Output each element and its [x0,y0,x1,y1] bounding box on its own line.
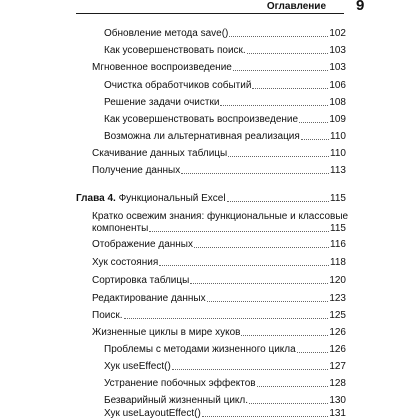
toc-entry-label: Обновление метода save() [104,28,229,39]
toc-entry [104,79,346,92]
toc-entry-label: Редактирование данных [92,293,206,304]
toc-entry-page: 127 [329,361,346,372]
toc-entry [92,238,346,251]
toc-entry [92,309,346,322]
toc-entry-label: Поиск. [92,310,123,321]
dot-leader [247,53,329,54]
toc-entry-page: 131 [329,408,346,419]
toc-entry-page: 113 [330,165,346,176]
toc-entry-label: Безварийный жизненный цикл. [104,395,249,406]
toc-entry-page: 126 [329,327,346,338]
dot-leader [229,36,328,37]
dot-leader [227,201,329,202]
toc-entry-label: Хук useEffect() [104,361,171,372]
toc-entry-label: Очистка обработчиков событий [104,80,252,91]
toc-entry [104,96,346,109]
dot-leader [202,416,329,417]
toc-entry [104,44,346,57]
dot-leader [172,369,329,370]
toc-entry-page: 108 [329,97,346,108]
dot-leader [297,352,329,353]
toc-entry-label: Сортировка таблицы [92,275,190,286]
toc-entry [92,256,346,269]
dot-leader [252,88,328,89]
toc-entry-label: Мгновенное воспроизведение [92,62,232,73]
toc-entry-label: Проблемы с методами жизненного цикла [104,344,296,355]
toc-entry [104,343,346,356]
dot-leader [301,139,329,140]
dot-leader [233,70,328,71]
page-number: 9 [356,0,365,14]
toc-entry-page: 126 [329,344,346,355]
toc-entry-page: 116 [330,239,346,250]
toc-entry [92,147,346,160]
toc-entry-page: 118 [330,257,346,268]
dot-leader [241,335,328,336]
toc-chapter-label [76,192,226,205]
toc-entry-label: Устранение побочных эффектов [104,378,256,389]
toc-entry [92,274,346,287]
toc-entry-label: Хук useLayoutEffect() [104,408,201,419]
chapter-title: Функциональный Excel [118,193,226,204]
running-header-title: Оглавление [266,1,326,12]
toc-entry [104,394,346,407]
toc-entry [104,130,346,143]
toc-entry [92,164,346,177]
toc-entry-page: 103 [329,45,346,56]
dot-leader [228,156,329,157]
toc-entry-page: 115 [330,193,346,204]
toc-entry-page: 110 [330,148,346,159]
toc-entry-label: Хук состояния [92,257,159,268]
toc-entry-page: 128 [329,378,346,389]
toc-entry-label: Решение задачи очистки [104,97,220,108]
toc-entry-label-line2: компоненты [92,223,149,234]
dot-leader [149,231,329,232]
toc-entry [104,360,346,373]
toc-entry-page: 109 [329,114,346,125]
toc-entry-label: Как усовершенствовать воспроизведение [104,114,299,125]
toc-entry-label: Отображение данных [92,239,193,250]
toc-entry-page: 103 [329,62,346,73]
dot-leader [207,301,329,302]
toc-entry [92,292,346,305]
dot-leader [181,173,329,174]
toc-entry-label: Как усовершенствовать поиск. [104,45,246,56]
dot-leader [124,318,329,319]
toc-entry-page: 115 [330,223,346,234]
toc-entry-label-line1: Кратко освежим знания: функциональные и классовые [92,211,349,222]
dot-leader [249,403,328,404]
dot-leader [299,122,328,123]
dot-leader [220,105,328,106]
toc-entry [92,61,346,74]
dot-leader [257,386,329,387]
chapter-number: Глава 4. [76,193,116,204]
toc-entry-page: 130 [329,395,346,406]
toc-entry-page: 110 [330,131,346,142]
toc-entry-page: 120 [329,275,346,286]
toc-entry-multiline [92,211,349,235]
toc-entry [104,27,346,40]
dot-leader [159,265,329,266]
toc-entry-page: 102 [329,28,346,39]
toc-entry-page: 106 [329,80,346,91]
dot-leader [194,247,329,248]
toc-chapter-entry [76,192,346,205]
toc-entry [92,326,346,339]
toc-entry-label: Жизненные циклы в мире хуков [92,327,241,338]
dot-leader [190,283,328,284]
toc-entry [104,407,346,420]
toc-entry [104,377,346,390]
toc-entry [104,113,346,126]
toc-entry-line2 [92,223,346,235]
toc-entry-label: Скачивание данных таблицы [92,148,228,159]
toc-entry-label: Получение данных [92,165,181,176]
toc-entry-label: Возможна ли альтернативная реализация [104,131,300,142]
toc-entry-page: 123 [329,293,346,304]
toc-entry-page: 125 [329,310,346,321]
